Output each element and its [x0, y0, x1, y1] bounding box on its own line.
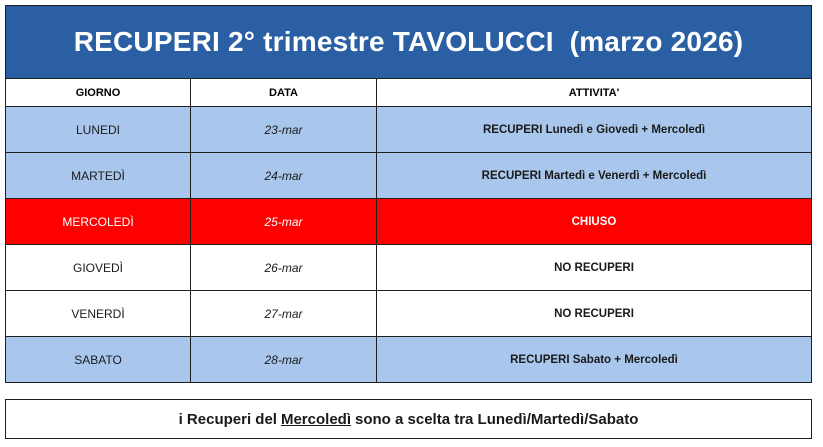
footnote-text-after: sono a scelta tra Lunedì/Martedì/Sabato	[355, 410, 639, 428]
date-cell: 25-mar	[191, 199, 377, 244]
activity-cell: RECUPERI Sabato + Mercoledì	[510, 353, 678, 366]
day-cell: SABATO	[6, 337, 191, 382]
footnote-box	[5, 399, 812, 439]
footnote-text-before: i Recuperi del	[178, 410, 277, 428]
day-cell: MERCOLEDÌ	[6, 199, 191, 244]
day-cell: GIOVEDÌ	[6, 245, 191, 290]
column-header-date: DATA	[191, 79, 377, 106]
date-cell: 24-mar	[191, 153, 377, 198]
date-cell: 27-mar	[191, 291, 377, 336]
column-header-activity: ATTIVITA'	[568, 86, 620, 99]
activity-cell: RECUPERI Lunedì e Giovedì + Mercoledì	[482, 123, 706, 136]
schedule-title: RECUPERI 2° trimestre TAVOLUCCI (marzo 2026)	[6, 6, 811, 79]
activity-cell: CHIUSO	[571, 215, 617, 228]
table-row-tuesday	[6, 153, 811, 199]
table-row-wednesday-closed	[6, 199, 811, 245]
column-header-day: GIORNO	[6, 79, 191, 106]
activity-cell: RECUPERI Martedì e Venerdì + Mercoledì	[481, 169, 707, 182]
footnote-underlined-day: Mercoledì	[280, 410, 351, 428]
activity-cell: NO RECUPERI	[554, 261, 634, 274]
date-cell: 23-mar	[191, 107, 377, 152]
table-row-friday	[6, 291, 811, 337]
day-cell: MARTEDÌ	[6, 153, 191, 198]
date-cell: 28-mar	[191, 337, 377, 382]
table-header-row	[6, 79, 811, 107]
schedule-table	[5, 5, 812, 383]
table-row-thursday	[6, 245, 811, 291]
table-row-monday	[6, 107, 811, 153]
activity-cell: NO RECUPERI	[554, 307, 634, 320]
day-cell: VENERDÌ	[6, 291, 191, 336]
date-cell: 26-mar	[191, 245, 377, 290]
table-row-saturday	[6, 337, 811, 382]
day-cell: LUNEDI	[6, 107, 191, 152]
